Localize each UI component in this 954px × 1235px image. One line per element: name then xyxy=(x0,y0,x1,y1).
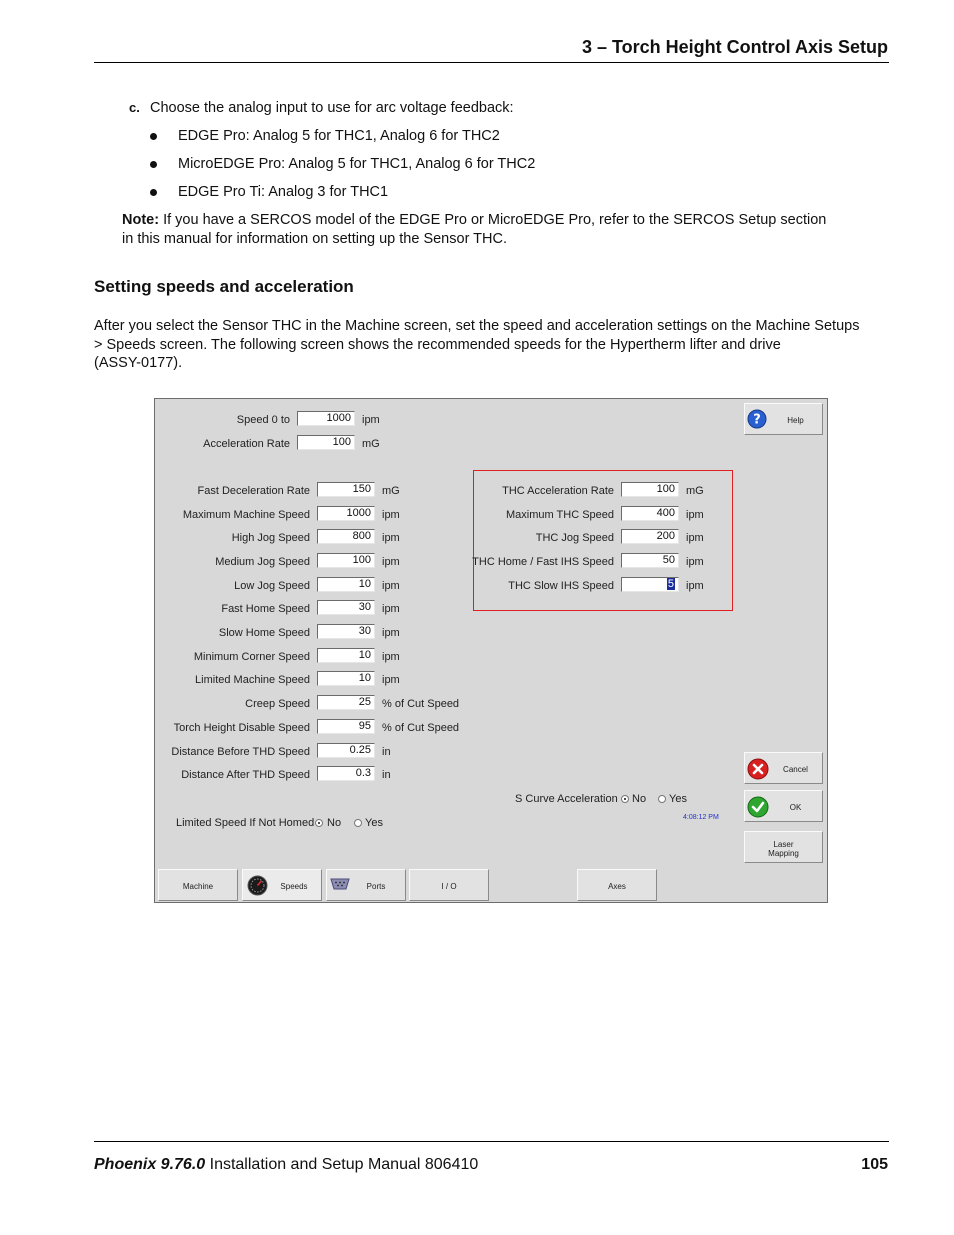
field-unit: in xyxy=(382,769,391,781)
cancel-label: Cancel xyxy=(783,765,808,774)
note-line1: If you have a SERCOS model of the EDGE Pro or MicroEDGE Pro, refer to the SERCOS Setup section xyxy=(159,212,827,228)
field-unit: % of Cut Speed xyxy=(382,698,460,710)
limited-machine-speed-input[interactable]: 10 xyxy=(317,671,375,686)
field-label: Low Jog Speed xyxy=(234,580,310,592)
tab-io[interactable] xyxy=(409,869,489,901)
field-unit: mG xyxy=(382,485,400,497)
thc-field-label: THC Home / Fast IHS Speed xyxy=(472,556,614,568)
field-label: High Jog Speed xyxy=(231,532,310,544)
checkmark-icon xyxy=(747,796,769,818)
slow-home-speed-input[interactable]: 30 xyxy=(317,624,375,639)
laser-mapping-label-2: Mapping xyxy=(768,849,799,858)
low-jog-speed-input[interactable]: 10 xyxy=(317,577,375,592)
maximum-thc-speed-input[interactable]: 400 xyxy=(621,506,679,521)
footer-manual: Installation and Setup Manual 806410 xyxy=(205,1156,479,1173)
footer-product: Phoenix 9.76.0 xyxy=(94,1156,206,1173)
maximum-machine-speed-input[interactable]: 1000 xyxy=(317,506,375,521)
field-unit: ipm xyxy=(382,532,400,544)
creep-speed-input[interactable]: 25 xyxy=(317,695,375,710)
intro-line2: > Speeds screen. The following screen shows the recommended speeds for the Hypertherm lifter and drive xyxy=(94,337,781,353)
field-unit: ipm xyxy=(382,580,400,592)
field-label: Limited Machine Speed xyxy=(195,674,310,686)
thc-field-unit: ipm xyxy=(686,532,704,544)
bullet-item: MicroEDGE Pro: Analog 5 for THC1, Analog 6 for THC2 xyxy=(178,156,536,172)
tab-speeds-label: Speeds xyxy=(280,882,308,891)
thc-field-unit: ipm xyxy=(686,556,704,568)
thc-field-label: THC Slow IHS Speed xyxy=(508,580,614,592)
tab-ports[interactable] xyxy=(326,869,406,901)
speed0-input[interactable]: 1000 xyxy=(297,411,355,426)
limited-speed-label: Limited Speed If Not Homed xyxy=(176,817,315,829)
tab-machine[interactable] xyxy=(158,869,238,901)
help-icon xyxy=(747,409,767,429)
field-unit: in xyxy=(382,746,391,758)
thc-jog-speed-input[interactable]: 200 xyxy=(621,529,679,544)
field-unit: ipm xyxy=(382,627,400,639)
fast-home-speed-input[interactable]: 30 xyxy=(317,600,375,615)
section-heading: Setting speeds and acceleration xyxy=(94,277,354,296)
fast-deceleration-rate-input[interactable]: 150 xyxy=(317,482,375,497)
selected-text: 5 xyxy=(667,578,674,590)
note xyxy=(122,211,826,229)
field-label: Distance After THD Speed xyxy=(181,769,310,781)
speeds-screen xyxy=(154,398,828,903)
chapter-title: 3 – Torch Height Control Axis Setup xyxy=(581,37,888,57)
field-unit: ipm xyxy=(382,509,400,521)
acceleration-rate-label: Acceleration Rate xyxy=(203,438,290,450)
svg-text:?: ? xyxy=(753,412,761,428)
thc-field-unit: ipm xyxy=(686,580,704,592)
header-rule xyxy=(94,62,889,63)
speed0-unit: ipm xyxy=(362,414,380,426)
acceleration-rate-input[interactable]: 100 xyxy=(297,435,355,450)
field-unit: ipm xyxy=(382,674,400,686)
help-button[interactable] xyxy=(744,403,823,435)
distance-before-thd-speed-input[interactable]: 0.25 xyxy=(317,743,375,758)
tab-machine-label: Machine xyxy=(182,882,214,891)
distance-after-thd-speed-input[interactable]: 0.3 xyxy=(317,766,375,781)
high-jog-speed-input[interactable]: 800 xyxy=(317,529,375,544)
ok-label: OK xyxy=(789,803,802,812)
tab-axes[interactable] xyxy=(577,869,657,901)
field-label: Maximum Machine Speed xyxy=(182,509,310,521)
field-unit: % of Cut Speed xyxy=(382,722,460,734)
thc-field-label: THC Jog Speed xyxy=(535,532,614,544)
medium-jog-speed-input[interactable]: 100 xyxy=(317,553,375,568)
thc-field-label: Maximum THC Speed xyxy=(506,509,614,521)
tab-speeds[interactable] xyxy=(242,869,322,901)
clock-time: 4:08:12 PM xyxy=(683,814,719,821)
thc-acceleration-rate-input[interactable]: 100 xyxy=(621,482,679,497)
limited-speed-no-radio[interactable] xyxy=(315,819,323,827)
speed0-label: Speed 0 to xyxy=(236,414,290,426)
limited-speed-no-label: No xyxy=(327,817,342,829)
field-label: Creep Speed xyxy=(245,698,310,710)
note-line2: in this manual for information on setting up the Sensor THC. xyxy=(122,231,507,247)
note-label: Note: xyxy=(122,212,160,228)
bullet-dot xyxy=(150,133,157,140)
laser-mapping-button[interactable] xyxy=(744,831,823,863)
field-unit: ipm xyxy=(382,603,400,615)
bullet-item: EDGE Pro Ti: Analog 3 for THC1 xyxy=(178,184,389,200)
thc-home-fast-ihs-speed-input[interactable]: 50 xyxy=(621,553,679,568)
bullet-dot xyxy=(150,161,157,168)
ok-button[interactable] xyxy=(744,790,823,822)
tab-ports-label: Ports xyxy=(366,882,386,891)
field-label: Fast Deceleration Rate xyxy=(197,485,310,497)
s-curve-no-radio[interactable] xyxy=(621,795,629,803)
page-number: 105 xyxy=(861,1156,888,1173)
limited-speed-yes-label: Yes xyxy=(365,817,383,829)
footer-rule xyxy=(94,1141,889,1142)
thc-field-unit: ipm xyxy=(686,509,704,521)
cancel-button[interactable] xyxy=(744,752,823,784)
field-unit: ipm xyxy=(382,556,400,568)
minimum-corner-speed-input[interactable]: 10 xyxy=(317,648,375,663)
s-curve-label: S Curve Acceleration xyxy=(515,793,618,805)
speedometer-icon xyxy=(247,875,268,896)
help-label: Help xyxy=(787,416,804,425)
field-unit: ipm xyxy=(382,651,400,663)
thc-slow-ihs-speed-input[interactable] xyxy=(621,577,679,592)
s-curve-yes-label: Yes xyxy=(669,793,687,805)
thc-field-unit: mG xyxy=(686,485,704,497)
footer-title xyxy=(94,1156,478,1174)
tab-io-label: I / O xyxy=(441,882,457,891)
intro-line3: (ASSY-0177). xyxy=(94,355,183,371)
thc-field-label: THC Acceleration Rate xyxy=(502,485,614,497)
tab-axes-label: Axes xyxy=(608,882,626,891)
field-label: Fast Home Speed xyxy=(221,603,310,615)
field-label: Torch Height Disable Speed xyxy=(173,722,310,734)
field-label: Distance Before THD Speed xyxy=(171,746,310,758)
intro-line1: After you select the Sensor THC in the Machine screen, set the speed and acceleration settings on the Machine Setups xyxy=(94,318,860,334)
bullet-dot xyxy=(150,189,157,196)
s-curve-yes-radio[interactable] xyxy=(658,795,666,803)
step-marker: c. xyxy=(129,100,140,115)
cancel-icon xyxy=(747,758,769,780)
laser-mapping-label-1: Laser xyxy=(773,840,794,849)
limited-speed-yes-radio[interactable] xyxy=(354,819,362,827)
acceleration-rate-unit: mG xyxy=(362,438,380,450)
torch-height-disable-speed-input[interactable]: 95 xyxy=(317,719,375,734)
bullet-item: EDGE Pro: Analog 5 for THC1, Analog 6 for THC2 xyxy=(178,128,500,144)
s-curve-no-label: No xyxy=(632,793,647,805)
field-label: Slow Home Speed xyxy=(218,627,310,639)
step-text: Choose the analog input to use for arc voltage feedback: xyxy=(150,100,514,116)
field-label: Minimum Corner Speed xyxy=(193,651,310,663)
field-label: Medium Jog Speed xyxy=(215,556,310,568)
